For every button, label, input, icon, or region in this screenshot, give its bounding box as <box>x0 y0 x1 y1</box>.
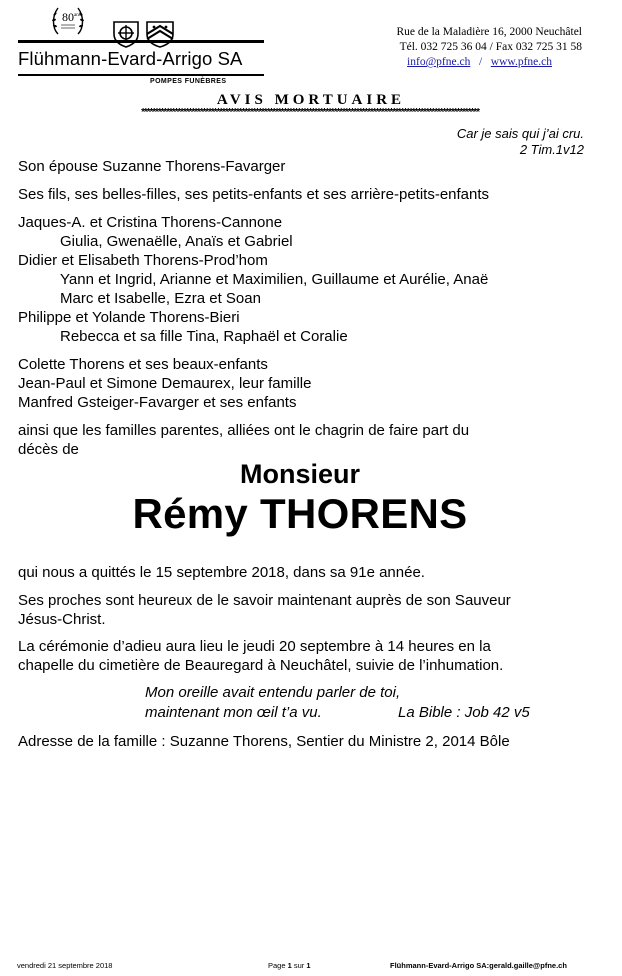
logo-top-rule <box>18 40 264 43</box>
relative-line: Colette Thorens et ses beaux-enfants <box>18 356 268 373</box>
comfort-line: Jésus-Christ. <box>18 611 106 628</box>
ceremony-line: chapelle du cimetière de Beauregard à Neuchâtel, suivie de l’inhumation. <box>18 657 504 674</box>
page-prefix: Page <box>268 961 288 970</box>
announcement-line: ainsi que les familles parentes, alliées ont le chagrin de faire part du <box>18 422 470 439</box>
family-line-indented: Rebecca et sa fille Tina, Raphaël et Coralie <box>60 328 348 345</box>
badge-suffix: ans <box>74 13 81 18</box>
company-name: Flühmann-Evard-Arrigo SA <box>18 48 243 69</box>
page-mid: sur <box>291 961 307 970</box>
bible-quote-line: Mon oreille avait entendu parler de toi, <box>145 684 401 701</box>
family-line: Didier et Elisabeth Thorens-Prod’hom <box>18 252 268 269</box>
family-line: Jaques-A. et Cristina Thorens-Cannone <box>18 214 283 231</box>
family-line-indented: Yann et Ingrid, Arianne et Maximilien, Guillaume et Aurélie, Anaë <box>60 271 489 288</box>
badge-number: 80 <box>62 10 74 24</box>
company-phone-fax: Tél. 032 725 36 04 / Fax 032 725 31 58 <box>399 41 582 53</box>
company-address: Rue de la Maladière 16, 2000 Neuchâtel <box>396 26 582 38</box>
bible-quote-reference: La Bible : Job 42 v5 <box>398 704 530 721</box>
wife-line: Son épouse Suzanne Thorens-Favarger <box>18 158 286 175</box>
verse-reference: 2 Tim.1v12 <box>519 142 584 157</box>
page-total: 1 <box>306 961 311 970</box>
email-link[interactable]: info@pfne.ch <box>407 56 471 68</box>
chevron-crest-icon <box>145 20 175 48</box>
children-line: Ses fils, ses belles-filles, ses petits-enfants et ses arrière-petits-enfants <box>18 186 490 203</box>
page-number: 1 <box>287 961 292 970</box>
footer-date: vendredi 21 septembre 2018 <box>17 961 113 970</box>
family-line-indented: Marc et Isabelle, Ezra et Soan <box>60 290 261 307</box>
website-link[interactable]: www.pfne.ch <box>490 56 552 68</box>
anniversary-wreath-icon <box>50 4 86 36</box>
family-line: Philippe et Yolande Thorens-Bieri <box>18 309 240 326</box>
footer-sender: Flühmann-Evard-Arrigo SA:gerald.gaille@pfne.ch <box>390 961 567 970</box>
company-contact-links <box>407 56 552 68</box>
comfort-line: Ses proches sont heureux de le savoir maintenant auprès de son Sauveur <box>18 592 511 609</box>
deceased-title: Monsieur <box>239 459 360 489</box>
link-separator: / <box>470 56 491 68</box>
neuchatel-crest-icon <box>112 20 140 48</box>
announcement-line: décès de <box>18 441 79 458</box>
family-line-indented: Giulia, Gwenaëlle, Anaïs et Gabriel <box>60 233 293 250</box>
footer-page-indicator <box>268 961 311 970</box>
logo-bottom-rule <box>18 74 264 76</box>
opening-verse <box>457 126 584 158</box>
ceremony-line: La cérémonie d’adieu aura lieu le jeudi 20 septembre à 14 heures en la <box>18 638 491 655</box>
verse-text: Car je sais qui j’ai cru. <box>456 126 584 141</box>
company-subtitle: POMPES FUNÈBRES <box>150 78 227 85</box>
relative-line: Manfred Gsteiger-Favarger et ses enfants <box>18 394 297 411</box>
bible-quote-line: maintenant mon œil t’a vu. <box>145 704 322 721</box>
deceased-name: Rémy THORENS <box>132 490 468 537</box>
star-divider: ************************************************************************************************************************* <box>141 107 479 118</box>
death-statement: qui nous a quittés le 15 septembre 2018, dans sa 91e année. <box>18 564 425 581</box>
notice-heading: AVIS MORTUAIRE <box>216 92 406 108</box>
family-address: Adresse de la famille : Suzanne Thorens, Sentier du Ministre 2, 2014 Bôle <box>18 733 510 750</box>
relative-line: Jean-Paul et Simone Demaurex, leur famille <box>18 375 312 392</box>
